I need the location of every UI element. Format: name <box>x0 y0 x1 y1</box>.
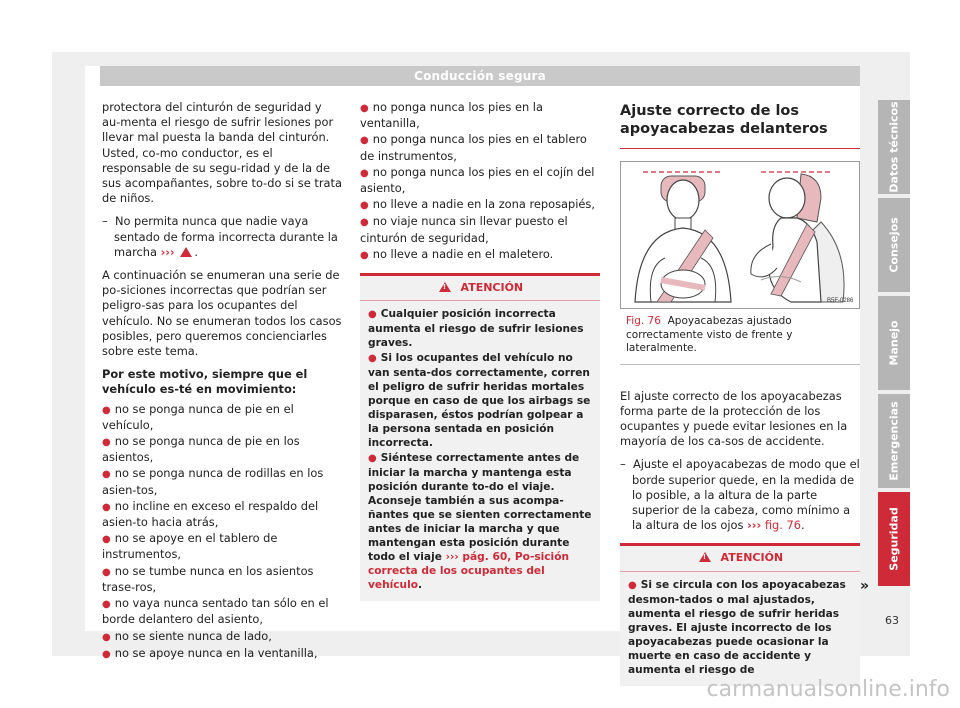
list-item <box>102 564 342 595</box>
paragraph: A continuación se enumeran una serie de po-siciones incorrectas que podrían ser peligro-sas para los ocupantes del vehículo. No se enumeran todos los casos posibles, pero queremos concienciarles sobre este tema. <box>102 268 342 359</box>
side-view-occupant <box>751 172 844 302</box>
warning-box <box>360 273 600 601</box>
reference-arrow-icon: ››› <box>160 244 175 259</box>
bullet-icon: ● <box>102 437 111 449</box>
warning-item-text: Si los ocupantes del vehículo no van senta-dos correctamente, corren el peligro de sufrir heridas mortales porque en caso de que los airbags se disparasen, éstos podrían golpear a la persona sentada en posición incorrecta. <box>368 352 591 450</box>
punctuation: . <box>418 579 423 592</box>
warning-item-text: Siéntese correctamente antes de iniciar la marcha y mantenga esta posición durante to-do el viaje. Aconseje también a sus acompa-ñantes que se sienten correctamente antes de iniciar la marcha y que mantengan esta posición durante todo el viaje <box>368 452 592 564</box>
list-item-text: no viaje nunca sin llevar puesto el cinturón de seguridad, <box>360 214 568 245</box>
tab-emergencias[interactable] <box>878 394 910 488</box>
warning-item <box>628 578 852 677</box>
list-item-text: no incline en exceso el respaldo del asien-to hacia atrás, <box>102 498 319 530</box>
bullet-icon: ● <box>102 469 111 481</box>
figure-headrest <box>620 161 860 309</box>
column-3 <box>620 100 860 686</box>
bullet-icon: ● <box>368 453 377 465</box>
instruction-text: No permita nunca que nadie vaya sentado de forma incorrecta durante la marcha <box>114 214 338 259</box>
bullet-icon: ● <box>360 167 369 179</box>
tab-consejos[interactable] <box>878 198 910 292</box>
warning-body <box>620 572 860 686</box>
bullet-icon: ● <box>628 579 637 591</box>
punctuation: . <box>800 518 805 533</box>
figure-code: B5F-0286 <box>827 298 854 304</box>
tab-label: Manejo <box>887 320 901 366</box>
list-item <box>360 214 600 245</box>
headrest-illustration <box>621 162 859 308</box>
list-item-text: no lleve a nadie en el maletero. <box>372 246 554 261</box>
bullet-list <box>102 402 342 662</box>
list-item-text: no ponga nunca los pies en el cojín del asiento, <box>360 164 595 196</box>
list-item <box>102 466 342 497</box>
list-item <box>360 165 600 196</box>
punctuation: . <box>194 244 198 259</box>
list-item <box>360 197 600 213</box>
warning-triangle-icon <box>439 282 451 292</box>
bullet-icon: ● <box>102 631 111 643</box>
list-item <box>102 402 342 433</box>
tab-datos-tecnicos[interactable] <box>878 100 910 194</box>
bullet-icon: ● <box>368 309 377 321</box>
list-item-text: no se ponga nunca de pie en el vehículo, <box>102 401 294 432</box>
column-2 <box>360 100 600 601</box>
bullet-icon: ● <box>102 404 111 416</box>
front-view-occupant <box>635 172 731 302</box>
bullet-icon: ● <box>360 217 369 229</box>
instruction-item: – No permita nunca que nadie vaya sentado de forma incorrecta durante la marcha ››› ! . <box>102 214 342 260</box>
instruction-item: – Ajuste el apoyacabezas de modo que el borde superior quede, en la medida de lo posible, a la altura de la parte superior de la cabeza, como mínimo a la altura de los ojos ››› fig. 76. <box>620 457 860 533</box>
warning-header <box>620 546 860 571</box>
bullet-icon: ● <box>360 200 369 212</box>
paragraph: El ajuste correcto de los apoyacabezas forma parte de la protección de los ocupantes y puede evitar lesiones en la mayoría de los ca-sos de accidente. <box>620 388 848 449</box>
warning-box <box>620 543 860 685</box>
warning-item <box>368 351 592 450</box>
list-item <box>360 100 600 131</box>
bullet-icon: ● <box>102 501 111 513</box>
list-item-text: no se apoye en el tablero de instrumentos, <box>102 531 278 562</box>
warning-title: ATENCIÓN <box>460 281 524 295</box>
warning-body <box>360 301 600 601</box>
bullet-icon: ● <box>360 135 369 147</box>
bullet-icon: ● <box>102 599 111 611</box>
list-item <box>102 531 342 562</box>
list-item-text: no se apoye nunca en la ventanilla, <box>114 645 318 660</box>
list-item-text: no ponga nunca los pies en la ventanilla, <box>360 100 543 131</box>
figure-reference-link[interactable]: fig. 76 <box>764 518 801 533</box>
tab-manejo[interactable] <box>878 296 910 390</box>
list-item <box>360 132 600 163</box>
list-item <box>102 434 342 465</box>
bullet-icon: ● <box>102 534 111 546</box>
tab-label: Datos técnicos <box>887 101 901 193</box>
figure-caption <box>620 309 860 365</box>
warning-item <box>368 307 592 350</box>
bullet-icon: ● <box>360 103 369 114</box>
column-1 <box>102 100 342 663</box>
list-item-text: no lleve a nadie en la zona reposapiés, <box>372 197 595 212</box>
bullet-icon: ● <box>102 648 111 660</box>
figure-caption-text: Apoyacabezas ajustado correctamente visto de frente y lateralmente. <box>626 315 793 354</box>
warning-triangle-icon[interactable] <box>180 247 192 257</box>
reference-arrow-icon: ››› <box>747 518 762 533</box>
bullet-list <box>360 100 600 263</box>
list-item <box>360 247 600 263</box>
list-item-text: no se ponga nunca de pie en los asientos, <box>102 434 300 465</box>
warning-item-text: Cualquier posición incorrecta aumenta el riesgo de sufrir lesiones graves. <box>368 308 584 350</box>
figure-label: Fig. 76 <box>626 315 661 327</box>
watermark: carmanualsonline.info <box>706 677 950 702</box>
list-item-text: no ponga nunca los pies en el tablero de instrumentos, <box>360 132 587 163</box>
paragraph: protectora del cinturón de seguridad y au-menta el riesgo de sufrir lesiones por llevar mal puesta la banda del cinturón. Usted, co-mo conductor, es el responsable de su segu-ridad y de la de sus acompañantes, sobre to-do si se trata de niños. <box>102 100 342 206</box>
tab-label: Consejos <box>887 217 901 273</box>
continue-arrow-icon: » <box>860 578 870 594</box>
instruction-text: Ajuste el apoyacabezas de modo que el borde superior quede, en la medida de lo posible, a la altura de la parte superior de la cabeza, como mínimo a la altura de los ojos <box>632 457 860 533</box>
warning-header <box>360 276 600 301</box>
list-item-text: no se tumbe nunca en los asientos trase-ros, <box>102 563 314 594</box>
list-item <box>102 499 342 530</box>
bullet-icon: ● <box>368 353 377 365</box>
list-item <box>102 629 342 645</box>
list-item-text: no vaya nunca sentado tan sólo en el borde delantero del asiento, <box>102 596 329 627</box>
warning-item-text: Si se circula con los apoyacabezas desmon-tados o mal ajustados, aumenta el riesgo de sufrir heridas graves. El ajuste incorrecto de los apoyacabezas puede ocasionar la muerte en caso de accidente y aumenta el riesgo de <box>628 578 846 676</box>
list-item-text: no se siente nunca de lado, <box>114 628 272 643</box>
page-header: Conducción segura <box>100 66 860 86</box>
reference-arrow-icon: ››› <box>445 551 459 564</box>
section-title: Ajuste correcto de los apoyacabezas delanteros <box>620 100 860 149</box>
list-item <box>102 646 342 662</box>
warning-triangle-icon <box>699 552 711 562</box>
list-item <box>102 596 342 627</box>
tab-label: Seguridad <box>887 507 901 571</box>
warning-title: ATENCIÓN <box>720 551 784 565</box>
tab-seguridad[interactable] <box>878 492 910 586</box>
page-number: 63 <box>885 614 899 627</box>
tab-label: Emergencias <box>887 401 901 481</box>
warning-item <box>368 451 592 592</box>
bullet-icon: ● <box>360 249 369 261</box>
bullet-icon: ● <box>102 566 111 578</box>
list-item-text: no se ponga nunca de rodillas en los asien-tos, <box>102 466 324 497</box>
bold-paragraph: Por este motivo, siempre que el vehículo es-té en movimiento: <box>102 367 308 397</box>
page-reference-link[interactable]: pág. 60, Po-sición correcta de los ocupantes del vehículo <box>368 551 570 592</box>
